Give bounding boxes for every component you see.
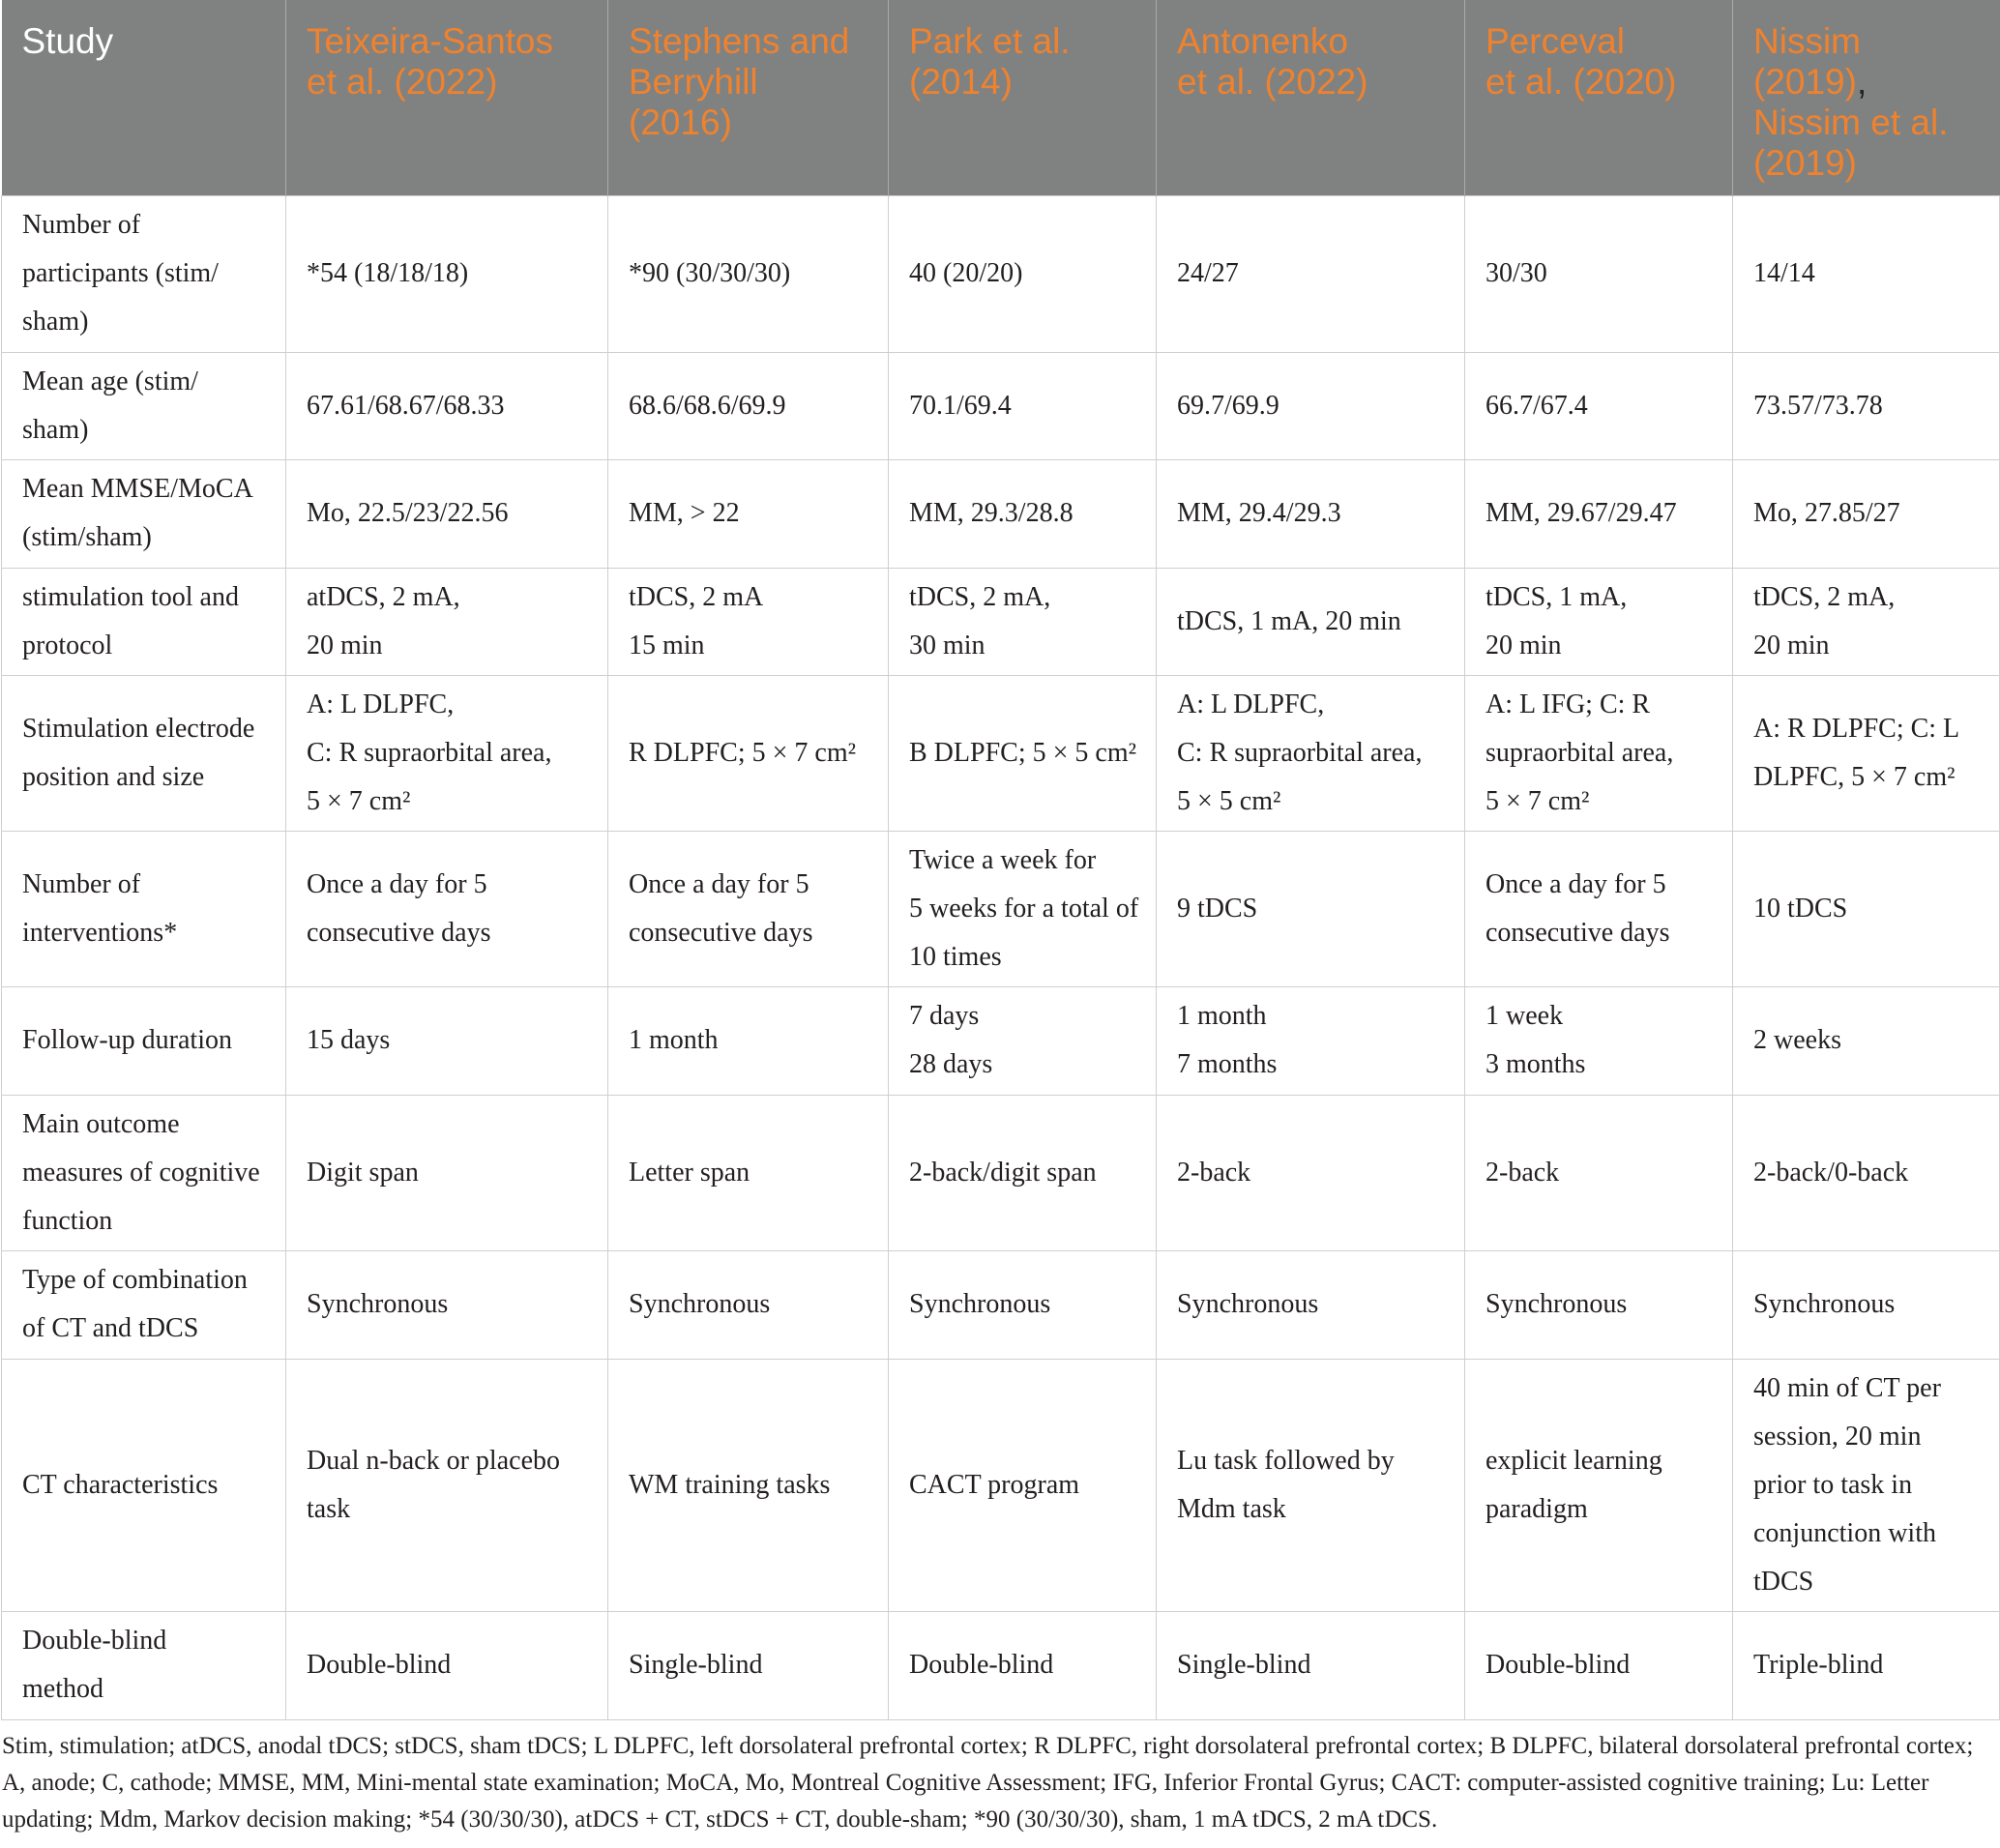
cell-stephens-berryhill: MM, > 22: [608, 459, 889, 568]
cell-perceval: explicit learning paradigm: [1465, 1359, 1733, 1611]
row-label-blinding-method: Double-blind method: [2, 1611, 286, 1719]
study-header-teixeira-santos-2022: [286, 0, 608, 195]
cell-teixeira-santos: A: L DLPFC, C: R supraorbital area, 5 × 7 cm²: [286, 675, 608, 831]
cell-nissim: 2-back/0-back: [1733, 1095, 2000, 1250]
cell-perceval: tDCS, 1 mA, 20 min: [1465, 568, 1733, 675]
cell-park: B DLPFC; 5 × 5 cm²: [889, 675, 1157, 831]
cell-teixeira-santos: Dual n-back or placebo task: [286, 1359, 608, 1611]
cell-stephens-berryhill: 1 month: [608, 986, 889, 1095]
cell-park: 2-back/digit span: [889, 1095, 1157, 1250]
study-link-stephens-berryhill-2016[interactable]: Stephens and Berryhill (2016): [629, 21, 850, 142]
cell-stephens-berryhill: tDCS, 2 mA 15 min: [608, 568, 889, 675]
cell-nissim: Mo, 27.85/27: [1733, 459, 2000, 568]
cell-nissim: 2 weeks: [1733, 986, 2000, 1095]
study-header-park-2014: [889, 0, 1157, 195]
cell-antonenko: MM, 29.4/29.3: [1157, 459, 1465, 568]
row-label-mean-age: Mean age (stim/ sham): [2, 352, 286, 459]
cell-perceval: Synchronous: [1465, 1250, 1733, 1359]
cell-park: 40 (20/20): [889, 195, 1157, 352]
row-label-electrode: Stimulation electrode position and size: [2, 675, 286, 831]
cell-park: Twice a week for 5 weeks for a total of 10 times: [889, 831, 1157, 986]
cell-park: 70.1/69.4: [889, 352, 1157, 459]
header-row: [2, 0, 2000, 195]
study-link-nissim-2019[interactable]: Nissim (2019): [1753, 21, 1861, 102]
cell-stephens-berryhill: Letter span: [608, 1095, 889, 1250]
row-mmse-moca: [2, 459, 2000, 568]
cell-stephens-berryhill: WM training tasks: [608, 1359, 889, 1611]
cell-perceval: 1 week 3 months: [1465, 986, 1733, 1095]
cell-teixeira-santos: Once a day for 5 consecutive days: [286, 831, 608, 986]
row-interventions: [2, 831, 2000, 986]
header-corner-study: Study: [2, 0, 286, 195]
row-label-ct-characteristics: CT characteristics: [2, 1359, 286, 1611]
study-header-stephens-berryhill-2016: [608, 0, 889, 195]
comparison-table: [1, 0, 2000, 1720]
study-link-park-2014[interactable]: Park et al. (2014): [909, 21, 1071, 102]
cell-teixeira-santos: *54 (18/18/18): [286, 195, 608, 352]
row-stimulation-tool: [2, 568, 2000, 675]
cell-antonenko: 9 tDCS: [1157, 831, 1465, 986]
cell-perceval: 2-back: [1465, 1095, 1733, 1250]
cell-nissim: 73.57/73.78: [1733, 352, 2000, 459]
cell-park: Synchronous: [889, 1250, 1157, 1359]
row-outcome-measures: [2, 1095, 2000, 1250]
cell-teixeira-santos: 67.61/68.67/68.33: [286, 352, 608, 459]
cell-antonenko: Synchronous: [1157, 1250, 1465, 1359]
row-participants: [2, 195, 2000, 352]
cell-perceval: 30/30: [1465, 195, 1733, 352]
study-separator: ,: [1856, 62, 1868, 102]
row-label-participants: Number of participants (stim/ sham): [2, 195, 286, 352]
cell-antonenko: 1 month 7 months: [1157, 986, 1465, 1095]
row-label-follow-up: Follow-up duration: [2, 986, 286, 1095]
table-footnote: Stim, stimulation; atDCS, anodal tDCS; stDCS, sham tDCS; L DLPFC, left dorsolateral prefrontal cortex; R DLPFC, right dorsolateral prefrontal cortex; B DLPFC, bilateral dorsolateral prefrontal cortex; A, anode; C, cathode; MMSE, MM, Mini-mental state examination; MoCA, Mo, Montreal Cognitive Assessment; IFG, Inferior Frontal Gyrus; CACT: computer-assisted cognitive training; Lu: Letter updating; Mdm, Markov decision making; *54 (30/30/30), atDCS + CT, stDCS + CT, double-sham; *90 (30/30/30), sham, 1 mA tDCS, 2 mA tDCS.: [2, 1732, 1974, 1833]
row-ct-characteristics: [2, 1359, 2000, 1611]
cell-park: CACT program: [889, 1359, 1157, 1611]
row-label-combination-type: Type of combination of CT and tDCS: [2, 1250, 286, 1359]
row-label-stimulation-tool: stimulation tool and protocol: [2, 568, 286, 675]
cell-teixeira-santos: atDCS, 2 mA, 20 min: [286, 568, 608, 675]
cell-perceval: A: L IFG; C: R supraorbital area, 5 × 7 cm²: [1465, 675, 1733, 831]
cell-stephens-berryhill: *90 (30/30/30): [608, 195, 889, 352]
cell-nissim: 14/14: [1733, 195, 2000, 352]
cell-stephens-berryhill: Once a day for 5 consecutive days: [608, 831, 889, 986]
study-header-perceval-2020: [1465, 0, 1733, 195]
study-link-nissim-et-al-2019[interactable]: Nissim et al. (2019): [1753, 103, 1949, 183]
row-mean-age: [2, 352, 2000, 459]
cell-antonenko: 2-back: [1157, 1095, 1465, 1250]
cell-perceval: MM, 29.67/29.47: [1465, 459, 1733, 568]
cell-teixeira-santos: Digit span: [286, 1095, 608, 1250]
study-header-antonenko-2022: [1157, 0, 1465, 195]
cell-perceval: Double-blind: [1465, 1611, 1733, 1719]
cell-antonenko: 69.7/69.9: [1157, 352, 1465, 459]
cell-teixeira-santos: 15 days: [286, 986, 608, 1095]
cell-nissim: 40 min of CT per session, 20 min prior to task in conjunction with tDCS: [1733, 1359, 2000, 1611]
row-label-mmse-moca: Mean MMSE/MoCA (stim/sham): [2, 459, 286, 568]
cell-stephens-berryhill: 68.6/68.6/69.9: [608, 352, 889, 459]
study-header-nissim-2019: [1733, 0, 2000, 195]
cell-nissim: tDCS, 2 mA, 20 min: [1733, 568, 2000, 675]
cell-stephens-berryhill: R DLPFC; 5 × 7 cm²: [608, 675, 889, 831]
cell-stephens-berryhill: Single-blind: [608, 1611, 889, 1719]
cell-teixeira-santos: Double-blind: [286, 1611, 608, 1719]
cell-park: tDCS, 2 mA, 30 min: [889, 568, 1157, 675]
row-blinding-method: [2, 1611, 2000, 1719]
cell-park: MM, 29.3/28.8: [889, 459, 1157, 568]
cell-teixeira-santos: Synchronous: [286, 1250, 608, 1359]
cell-nissim: Triple-blind: [1733, 1611, 2000, 1719]
cell-antonenko: tDCS, 1 mA, 20 min: [1157, 568, 1465, 675]
cell-nissim: A: R DLPFC; C: L DLPFC, 5 × 7 cm²: [1733, 675, 2000, 831]
row-follow-up: [2, 986, 2000, 1095]
study-link-perceval-2020[interactable]: Perceval et al. (2020): [1485, 21, 1677, 102]
cell-teixeira-santos: Mo, 22.5/23/22.56: [286, 459, 608, 568]
cell-antonenko: 24/27: [1157, 195, 1465, 352]
cell-nissim: 10 tDCS: [1733, 831, 2000, 986]
cell-perceval: 66.7/67.4: [1465, 352, 1733, 459]
cell-perceval: Once a day for 5 consecutive days: [1465, 831, 1733, 986]
row-electrode: [2, 675, 2000, 831]
cell-nissim: Synchronous: [1733, 1250, 2000, 1359]
row-combination-type: [2, 1250, 2000, 1359]
cell-antonenko: Single-blind: [1157, 1611, 1465, 1719]
cell-stephens-berryhill: Synchronous: [608, 1250, 889, 1359]
study-link-teixeira-santos-2022[interactable]: Teixeira-Santos et al. (2022): [307, 21, 554, 102]
cell-antonenko: Lu task followed by Mdm task: [1157, 1359, 1465, 1611]
row-label-interventions: Number of interventions*: [2, 831, 286, 986]
cell-park: 7 days 28 days: [889, 986, 1157, 1095]
study-link-antonenko-2022[interactable]: Antonenko et al. (2022): [1177, 21, 1368, 102]
row-label-outcome-measures: Main outcome measures of cognitive function: [2, 1095, 286, 1250]
cell-park: Double-blind: [889, 1611, 1157, 1719]
cell-antonenko: A: L DLPFC, C: R supraorbital area, 5 × 5 cm²: [1157, 675, 1465, 831]
